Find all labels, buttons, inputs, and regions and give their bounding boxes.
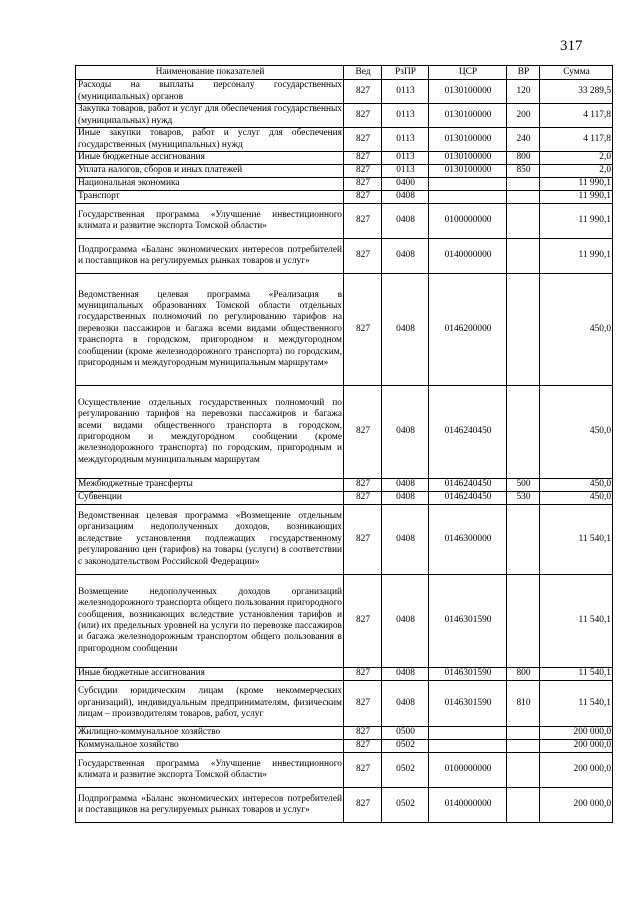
- cell-vr: [507, 505, 540, 575]
- cell-csr: 0130100000: [429, 80, 507, 104]
- cell-sum: 4 117,8: [540, 128, 613, 152]
- cell-name: Субсидии юридическим лицам (кроме некоммерческих организаций), индивидуальным предпринимателям, физическим лицам – производителям товаров, работ, услуг: [76, 681, 344, 727]
- cell-ved: 827: [344, 165, 382, 178]
- cell-csr: 0146240450: [429, 386, 507, 479]
- header-rzpr: РзПР: [382, 66, 429, 80]
- cell-vr: 120: [507, 80, 540, 104]
- cell-rzpr: 0502: [382, 788, 429, 823]
- cell-name: Иные бюджетные ассигнования: [76, 668, 344, 681]
- page-number: 317: [560, 38, 583, 54]
- cell-rzpr: 0408: [382, 204, 429, 239]
- cell-sum: 11 540,1: [540, 505, 613, 575]
- cell-csr: 0146240450: [429, 492, 507, 505]
- cell-vr: [507, 239, 540, 274]
- cell-ved: 827: [344, 575, 382, 668]
- cell-name: Закупка товаров, работ и услуг для обеспечения государственных (муниципальных) нужд: [76, 104, 344, 128]
- cell-name: Иные закупки товаров, работ и услуг для обеспечения государственных (муниципальных) нужд: [76, 128, 344, 152]
- cell-ved: 827: [344, 204, 382, 239]
- cell-ved: 827: [344, 80, 382, 104]
- cell-sum: 2,0: [540, 152, 613, 165]
- cell-csr: 0146200000: [429, 274, 507, 386]
- cell-name: Национальная экономика: [76, 178, 344, 191]
- cell-ved: 827: [344, 191, 382, 204]
- cell-rzpr: 0113: [382, 104, 429, 128]
- cell-csr: 0146300000: [429, 505, 507, 575]
- cell-name: Подпрограмма «Баланс экономических интересов потребителей и поставщиков на регулируемых рынках товаров и услуг»: [76, 788, 344, 823]
- table-row: [76, 204, 613, 239]
- table-row: [76, 165, 613, 178]
- table-row: [76, 575, 613, 668]
- table-row: [76, 681, 613, 727]
- cell-sum: 200 000,0: [540, 788, 613, 823]
- cell-csr: 0130100000: [429, 165, 507, 178]
- cell-csr: [429, 178, 507, 191]
- cell-ved: 827: [344, 681, 382, 727]
- cell-vr: 800: [507, 668, 540, 681]
- cell-csr: [429, 727, 507, 740]
- cell-sum: 200 000,0: [540, 753, 613, 788]
- table-row: [76, 727, 613, 740]
- cell-vr: 200: [507, 104, 540, 128]
- cell-rzpr: 0408: [382, 191, 429, 204]
- cell-name: Уплата налогов, сборов и иных платежей: [76, 165, 344, 178]
- cell-name: Межбюджетные трансферты: [76, 479, 344, 492]
- cell-ved: 827: [344, 274, 382, 386]
- cell-vr: [507, 191, 540, 204]
- cell-vr: 850: [507, 165, 540, 178]
- table-row: [76, 753, 613, 788]
- cell-name: Коммунальное хозяйство: [76, 740, 344, 753]
- cell-name: Государственная программа «Улучшение инвестиционного климата и развитие экспорта Томской области»: [76, 753, 344, 788]
- cell-csr: 0140000000: [429, 788, 507, 823]
- cell-sum: 11 990,1: [540, 204, 613, 239]
- header-sum: Сумма: [540, 66, 613, 80]
- cell-ved: 827: [344, 788, 382, 823]
- cell-ved: 827: [344, 239, 382, 274]
- header-name: Наименование показателей: [76, 66, 344, 80]
- table-row: [76, 104, 613, 128]
- cell-sum: 2,0: [540, 165, 613, 178]
- cell-name: Расходы на выплаты персоналу государственных (муниципальных) органов: [76, 80, 344, 104]
- cell-rzpr: 0113: [382, 165, 429, 178]
- cell-csr: 0146240450: [429, 479, 507, 492]
- cell-name: Субвенции: [76, 492, 344, 505]
- cell-sum: 11 990,1: [540, 191, 613, 204]
- cell-sum: 4 117,8: [540, 104, 613, 128]
- cell-name: Ведомственная целевая программа «Возмещение отдельным организациям недополученных доходов, возникающих вследствие установления подлежащих государственному регулированию цен (тарифов) на товары (услуги) в соответствии с законодательством Российской Федерации»: [76, 505, 344, 575]
- table-header-row: [76, 66, 613, 80]
- cell-vr: 500: [507, 479, 540, 492]
- table-row: [76, 152, 613, 165]
- cell-rzpr: 0408: [382, 239, 429, 274]
- cell-ved: 827: [344, 492, 382, 505]
- cell-ved: 827: [344, 668, 382, 681]
- cell-sum: 11 990,1: [540, 178, 613, 191]
- cell-csr: 0146301590: [429, 668, 507, 681]
- table-body: [76, 80, 613, 823]
- table-row: [76, 128, 613, 152]
- cell-ved: 827: [344, 727, 382, 740]
- cell-rzpr: 0408: [382, 668, 429, 681]
- cell-vr: 810: [507, 681, 540, 727]
- cell-csr: 0146301590: [429, 681, 507, 727]
- cell-rzpr: 0408: [382, 479, 429, 492]
- cell-name: Государственная программа «Улучшение инвестиционного климата и развитие экспорта Томской области»: [76, 204, 344, 239]
- cell-sum: 450,0: [540, 386, 613, 479]
- table-row: [76, 178, 613, 191]
- cell-csr: [429, 191, 507, 204]
- cell-ved: 827: [344, 505, 382, 575]
- cell-vr: [507, 740, 540, 753]
- cell-rzpr: 0502: [382, 753, 429, 788]
- cell-sum: 11 540,1: [540, 575, 613, 668]
- cell-rzpr: 0408: [382, 505, 429, 575]
- cell-vr: [507, 727, 540, 740]
- cell-rzpr: 0113: [382, 152, 429, 165]
- cell-sum: 200 000,0: [540, 727, 613, 740]
- cell-csr: 0130100000: [429, 104, 507, 128]
- cell-csr: 0100000000: [429, 753, 507, 788]
- cell-sum: 450,0: [540, 492, 613, 505]
- cell-name: Иные бюджетные ассигнования: [76, 152, 344, 165]
- table-row: [76, 479, 613, 492]
- cell-vr: 800: [507, 152, 540, 165]
- header-vr: ВР: [507, 66, 540, 80]
- cell-sum: 11 990,1: [540, 239, 613, 274]
- cell-rzpr: 0500: [382, 727, 429, 740]
- cell-ved: 827: [344, 753, 382, 788]
- table-row: [76, 505, 613, 575]
- cell-ved: 827: [344, 152, 382, 165]
- cell-name: Ведомственная целевая программа «Реализация в муниципальных образованиях Томской области отдельных государственных полномочий по регулированию тарифов на перевозки пассажиров и багажа всеми видами общественного транспорта в городском, пригородном и междугородном сообщении (кроме железнодорожного транспорта) по городским, пригородным и междугородным муниципальным маршрутам»: [76, 274, 344, 386]
- cell-name: Возмещение недополученных доходов организаций железнодорожного транспорта общего пользования пригородного сообщения, возникающих вследствие установления тарифов и (или) их предельных уровней на услуги по перевозке пассажиров и багажа железнодорожным транспортом общего пользования в пригородном сообщении: [76, 575, 344, 668]
- cell-sum: 450,0: [540, 479, 613, 492]
- cell-vr: 240: [507, 128, 540, 152]
- cell-ved: 827: [344, 386, 382, 479]
- cell-sum: 200 000,0: [540, 740, 613, 753]
- cell-rzpr: 0408: [382, 274, 429, 386]
- cell-name: Жилищно-коммунальное хозяйство: [76, 727, 344, 740]
- cell-vr: 530: [507, 492, 540, 505]
- cell-vr: [507, 753, 540, 788]
- cell-rzpr: 0113: [382, 128, 429, 152]
- table-row: [76, 239, 613, 274]
- header-csr: ЦСР: [429, 66, 507, 80]
- cell-csr: 0130100000: [429, 128, 507, 152]
- cell-ved: 827: [344, 128, 382, 152]
- cell-vr: [507, 575, 540, 668]
- cell-sum: 11 540,1: [540, 681, 613, 727]
- table-row: [76, 80, 613, 104]
- cell-vr: [507, 386, 540, 479]
- cell-vr: [507, 204, 540, 239]
- table-row: [76, 668, 613, 681]
- table-row: [76, 191, 613, 204]
- table-row: [76, 386, 613, 479]
- cell-rzpr: 0400: [382, 178, 429, 191]
- table-row: [76, 492, 613, 505]
- cell-csr: 0146301590: [429, 575, 507, 668]
- cell-rzpr: 0408: [382, 386, 429, 479]
- cell-rzpr: 0502: [382, 740, 429, 753]
- cell-rzpr: 0408: [382, 575, 429, 668]
- cell-sum: 33 289,5: [540, 80, 613, 104]
- cell-name: Осуществление отдельных государственных полномочий по регулированию тарифов на перевозки пассажиров и багажа всеми видами общественного транспорта в городском, пригородном и междугородном сообщении (кроме железнодорожного транспорта) по городским, пригородным и междугородным муниципальным маршрутам: [76, 386, 344, 479]
- cell-rzpr: 0408: [382, 492, 429, 505]
- cell-name: Транспорт: [76, 191, 344, 204]
- cell-ved: 827: [344, 178, 382, 191]
- cell-csr: 0130100000: [429, 152, 507, 165]
- cell-vr: [507, 274, 540, 386]
- cell-rzpr: 0113: [382, 80, 429, 104]
- cell-csr: [429, 740, 507, 753]
- cell-sum: 11 540,1: [540, 668, 613, 681]
- cell-vr: [507, 788, 540, 823]
- table-row: [76, 740, 613, 753]
- budget-table: [75, 65, 613, 823]
- cell-ved: 827: [344, 479, 382, 492]
- cell-sum: 450,0: [540, 274, 613, 386]
- header-ved: Вед: [344, 66, 382, 80]
- table-row: [76, 788, 613, 823]
- cell-csr: 0100000000: [429, 204, 507, 239]
- cell-vr: [507, 178, 540, 191]
- cell-name: Подпрограмма «Баланс экономических интересов потребителей и поставщиков на регулируемых рынках товаров и услуг»: [76, 239, 344, 274]
- table-row: [76, 274, 613, 386]
- cell-ved: 827: [344, 740, 382, 753]
- cell-csr: 0140000000: [429, 239, 507, 274]
- cell-ved: 827: [344, 104, 382, 128]
- cell-rzpr: 0408: [382, 681, 429, 727]
